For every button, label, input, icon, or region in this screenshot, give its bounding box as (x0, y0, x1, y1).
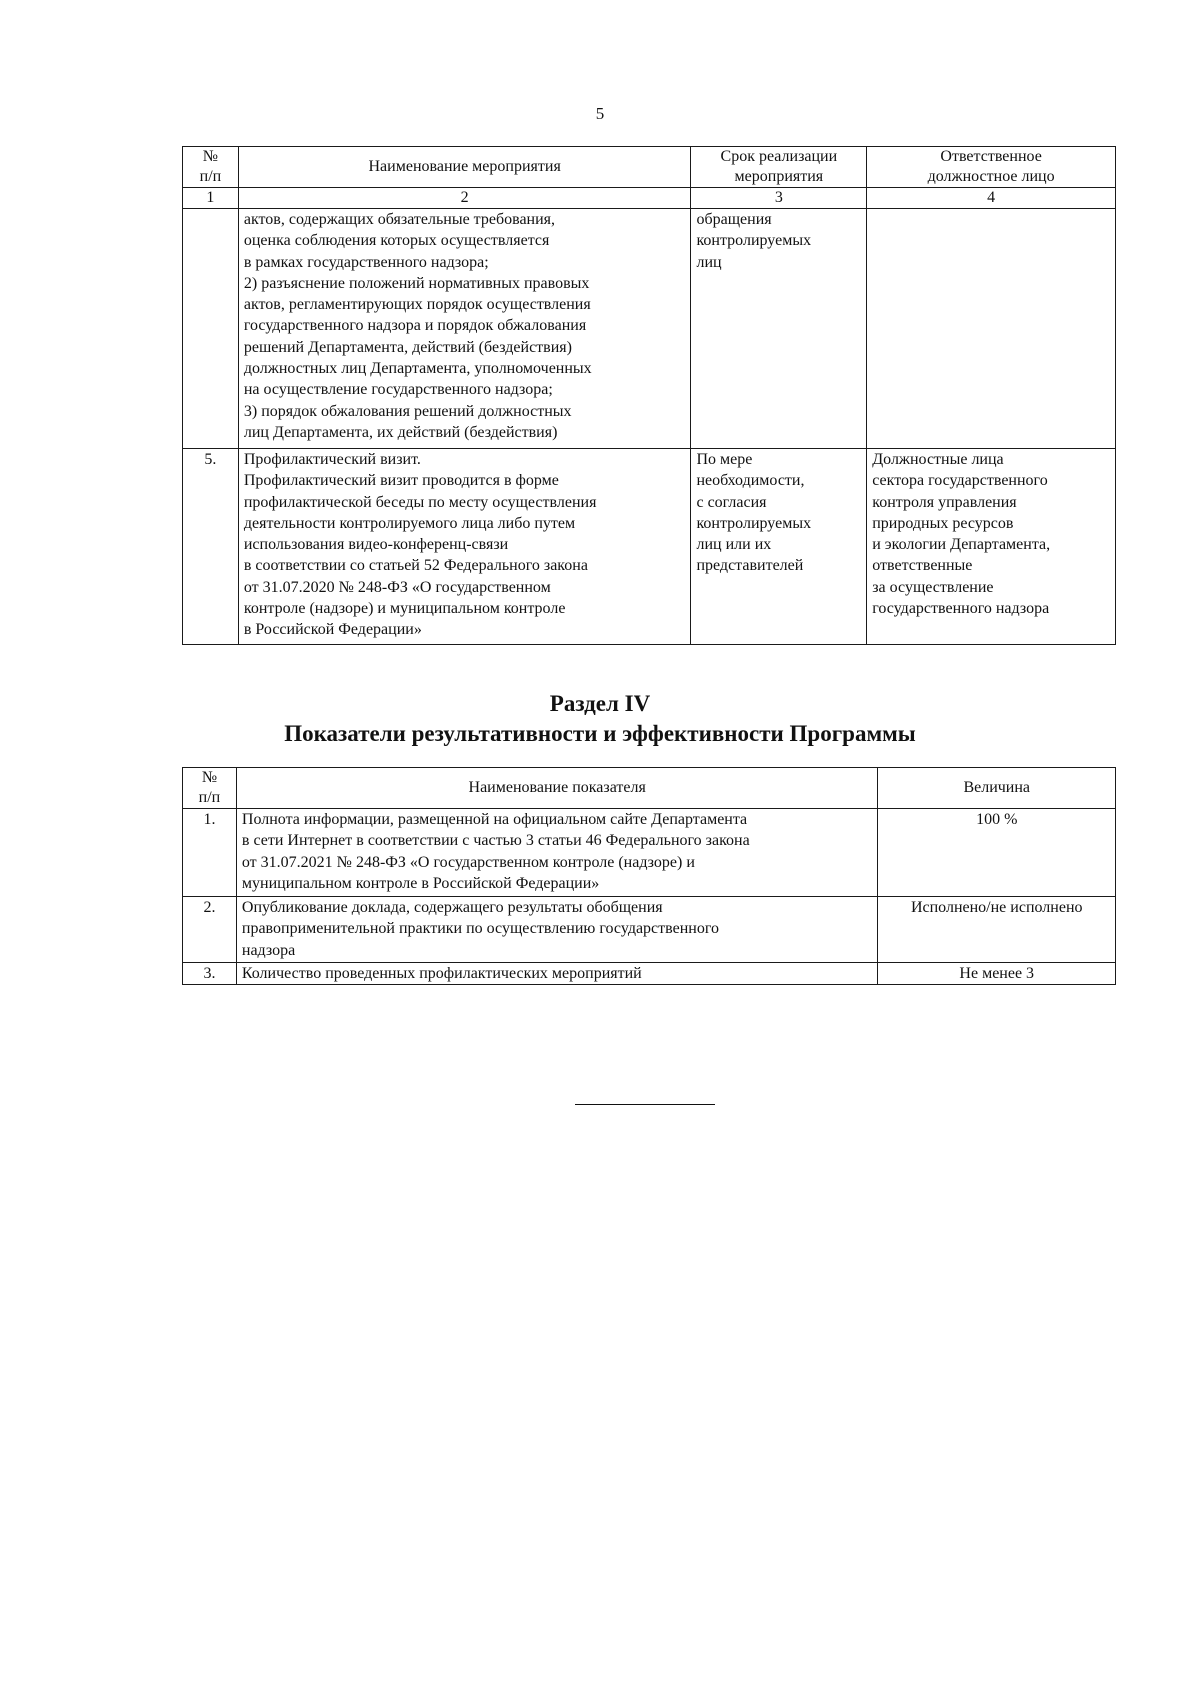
header-indicator-name (236, 768, 878, 809)
text-line: природных ресурсов (872, 514, 1014, 532)
text-line: ответственные (872, 557, 973, 575)
table-row (183, 809, 1116, 897)
text-line: контроле (надзоре) и муниципальном контроле (243, 600, 566, 618)
text-line: в сети Интернет в соответствии с частью 3 статьи 46 Федерального закона (241, 832, 750, 850)
text-line: № (202, 148, 219, 165)
text-line: обращения (696, 211, 772, 228)
text-line: сектора государственного (872, 472, 1048, 490)
event-name (238, 209, 691, 449)
text-line: и экологии Департамента, (872, 536, 1051, 554)
text-line: п/п (198, 789, 221, 806)
indicator-value: Исполнено/не исполнено (878, 897, 1116, 963)
text-line: должностных лиц Департамента, уполномоченных (243, 360, 592, 378)
row-num: 2. (183, 897, 237, 963)
column-number: 2 (238, 188, 691, 209)
section-subtitle: Показатели результативности и эффективности Программы (284, 721, 916, 746)
text-line: необходимости, (696, 472, 805, 490)
text-line: № (201, 769, 218, 786)
text-line: в Российской Федерации» (243, 621, 422, 639)
page-number: 5 (595, 104, 605, 123)
event-responsible (867, 209, 1116, 449)
header-num (183, 768, 237, 809)
table-row (183, 209, 1116, 449)
text-line: от 31.07.2021 № 248-ФЗ «О государственном контроле (надзоре) и (241, 853, 695, 871)
text-line: должностное лицо (927, 168, 1055, 185)
text-line: правоприменительной практики по осуществлению государственного (241, 920, 719, 938)
indicator-value: Не менее 3 (878, 963, 1116, 985)
text-line: Наименование мероприятия (368, 158, 561, 175)
text-line: По мере (696, 451, 753, 468)
text-line: в соответствии со статьей 52 Федерального закона (243, 557, 588, 575)
text-line: 2) разъяснение положений нормативных правовых (243, 274, 590, 292)
text-line: Полнота информации, размещенной на официальном сайте Департамента (241, 811, 748, 828)
text-line: профилактической беседы по месту осуществления (243, 493, 597, 511)
text-line: контролируемых (696, 232, 812, 250)
header-responsible (867, 147, 1116, 188)
text-line: за осуществление (872, 578, 994, 596)
text-line: в рамках государственного надзора; (243, 253, 489, 271)
end-rule (575, 1104, 715, 1105)
text-line: лиц Департамента, их действий (бездействия) (243, 423, 558, 441)
header-event-name (238, 147, 691, 188)
text-line: муниципальном контроле в Российской Федерации» (241, 874, 600, 892)
text-line: Профилактический визит. (243, 451, 421, 468)
event-responsible (867, 449, 1116, 645)
indicator-name (236, 897, 878, 963)
text-line: на осуществление государственного надзора; (243, 381, 553, 399)
event-name (238, 449, 691, 645)
indicator-name (236, 809, 878, 897)
text-line: актов, регламентирующих порядок осуществления (243, 296, 591, 314)
text-line: Профилактический визит проводится в форме (243, 472, 559, 490)
column-number: 4 (867, 188, 1116, 209)
event-term (691, 449, 867, 645)
text-line: деятельности контролируемого лица либо путем (243, 514, 576, 532)
events-table (182, 146, 1116, 645)
text-line: Наименование показателя (468, 779, 646, 796)
text-line: Ответственное (940, 148, 1042, 165)
text-line: Должностные лица (872, 451, 1004, 468)
event-term (691, 209, 867, 449)
text-line: Величина (963, 779, 1031, 796)
text-line: надзора (241, 941, 296, 959)
row-num: 3. (183, 963, 237, 985)
text-line: представителей (696, 557, 804, 575)
text-line: с согласия (696, 493, 767, 511)
text-line: от 31.07.2020 № 248-ФЗ «О государственном (243, 578, 551, 596)
column-number: 1 (183, 188, 239, 209)
text-line: контроля управления (872, 493, 1017, 511)
indicator-name (236, 963, 878, 985)
header-num (183, 147, 239, 188)
column-number: 3 (691, 188, 867, 209)
text-line: государственного надзора (872, 600, 1050, 618)
table-row (183, 897, 1116, 963)
row-num: 5. (183, 449, 239, 645)
text-line: использования видео-конференц-связи (243, 536, 509, 554)
text-line: оценка соблюдения которых осуществляется (243, 232, 550, 250)
table-row (183, 963, 1116, 985)
text-line: контролируемых (696, 514, 812, 532)
text-line: Срок реализации (720, 148, 838, 165)
text-line: лиц или их (696, 536, 772, 554)
section-title: Раздел IV (549, 691, 651, 716)
text-line: Количество проведенных профилактических мероприятий (241, 965, 642, 982)
table-row (183, 449, 1116, 645)
text-line: государственного надзора и порядок обжалования (243, 317, 587, 335)
text-line: лиц (696, 253, 722, 271)
text-line: Опубликование доклада, содержащего результаты обобщения (241, 899, 663, 916)
text-line: 3) порядок обжалования решений должностных (243, 402, 572, 420)
indicators-table (182, 767, 1116, 985)
header-value (878, 768, 1116, 809)
row-num: 1. (183, 809, 237, 897)
row-num (183, 209, 239, 449)
text-line: мероприятия (734, 168, 824, 185)
text-line: п/п (199, 168, 222, 185)
indicator-value: 100 % (878, 809, 1116, 897)
text-line: актов, содержащих обязательные требования, (243, 211, 556, 228)
header-term (691, 147, 867, 188)
text-line: решений Департамента, действий (бездействия) (243, 338, 572, 356)
